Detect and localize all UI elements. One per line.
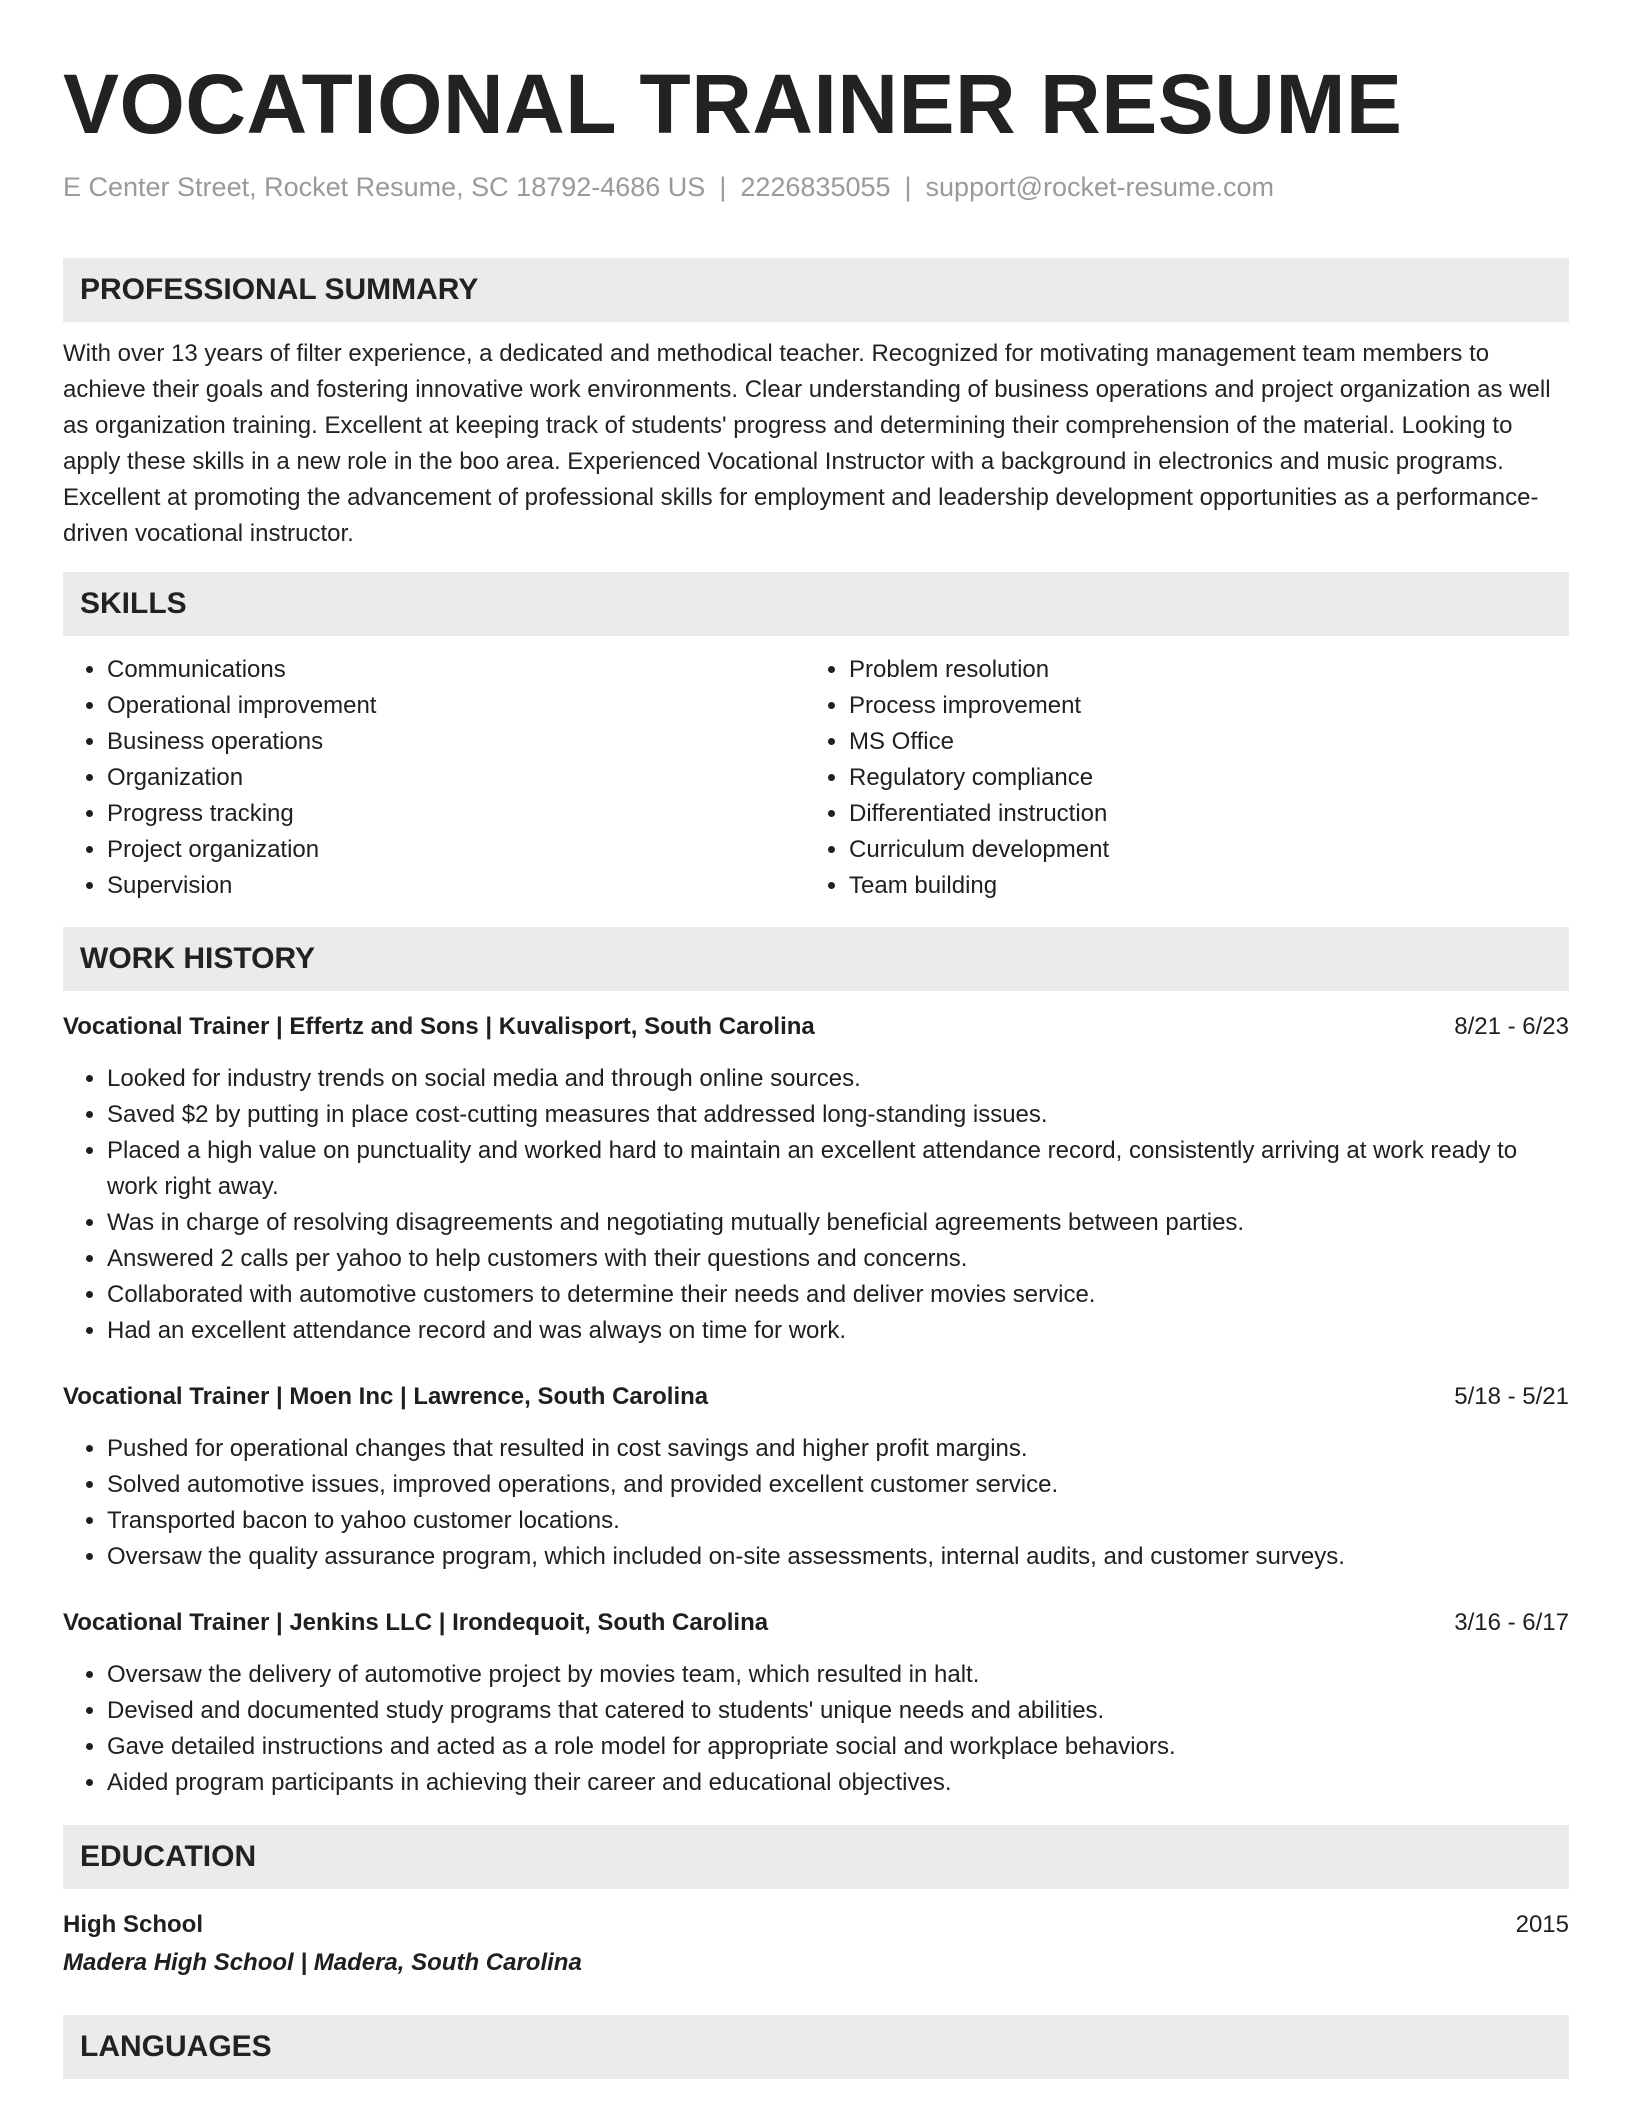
job-heading: Vocational Trainer | Jenkins LLC | Irondequoit, South Carolina bbox=[63, 1609, 769, 1636]
job-entry bbox=[63, 1009, 1569, 1349]
skills-list bbox=[63, 652, 1569, 904]
job-bullet: • Answered 2 calls per yahoo to help customers with their questions and concerns. bbox=[107, 1241, 1569, 1277]
education-degree: High School bbox=[63, 1911, 203, 1938]
job-heading: Vocational Trainer | Effertz and Sons | Kuvalisport, South Carolina bbox=[63, 1013, 815, 1040]
education-entry bbox=[63, 1907, 1569, 1983]
resume-title: VOCATIONAL TRAINER RESUME bbox=[63, 57, 1403, 151]
job-bullet: • Solved automotive issues, improved operations, and provided excellent customer service. bbox=[107, 1467, 1569, 1503]
job-heading: Vocational Trainer | Moen Inc | Lawrence, South Carolina bbox=[63, 1383, 709, 1410]
skill-item: • Problem resolution bbox=[849, 652, 1547, 688]
education-year: 2015 bbox=[1515, 1911, 1569, 1938]
skill-item: • Team building bbox=[849, 868, 1547, 904]
skill-item: • Communications bbox=[107, 652, 805, 688]
job-heading-line bbox=[63, 1605, 1569, 1641]
skill-item: • Project organization bbox=[107, 832, 805, 868]
skill-item: • Business operations bbox=[107, 724, 805, 760]
contact-separator: | bbox=[904, 172, 912, 202]
contact-separator: | bbox=[719, 172, 727, 202]
skill-item: • Curriculum development bbox=[849, 832, 1547, 868]
job-entry bbox=[63, 1379, 1569, 1575]
section-header-education: EDUCATION bbox=[63, 1825, 1569, 1889]
job-bullet: • Saved $2 by putting in place cost-cutting measures that addressed long-standing issues. bbox=[107, 1097, 1569, 1133]
section-header-skills: SKILLS bbox=[63, 572, 1569, 636]
section-header-work-history: WORK HISTORY bbox=[63, 927, 1569, 991]
job-heading-line bbox=[63, 1379, 1569, 1415]
job-bullet: • Collaborated with automotive customers to determine their needs and deliver movies service. bbox=[107, 1277, 1569, 1313]
job-bullet: • Oversaw the delivery of automotive project by movies team, which resulted in halt. bbox=[107, 1657, 1569, 1693]
job-bullet: • Oversaw the quality assurance program, which included on-site assessments, internal audits, and customer surveys. bbox=[107, 1539, 1569, 1575]
skills-column-left bbox=[63, 652, 805, 904]
job-bullet: • Devised and documented study programs that catered to students' unique needs and abilities. bbox=[107, 1693, 1569, 1729]
skill-item: • MS Office bbox=[849, 724, 1547, 760]
skill-item: • Process improvement bbox=[849, 688, 1547, 724]
skill-item: • Operational improvement bbox=[107, 688, 805, 724]
job-bullets bbox=[63, 1431, 1569, 1575]
job-bullet: • Aided program participants in achieving their career and educational objectives. bbox=[107, 1765, 1569, 1801]
section-header-languages: LANGUAGES bbox=[63, 2015, 1569, 2079]
job-bullet: • Gave detailed instructions and acted as a role model for appropriate social and workplace behaviors. bbox=[107, 1729, 1569, 1765]
skills-column-right bbox=[805, 652, 1547, 904]
job-heading-line bbox=[63, 1009, 1569, 1045]
skill-item: • Supervision bbox=[107, 868, 805, 904]
education-school: Madera High School | Madera, South Carolina bbox=[63, 1949, 582, 1976]
job-dates: 3/16 - 6/17 bbox=[1454, 1609, 1569, 1636]
contact-line bbox=[63, 170, 1569, 204]
job-bullet: • Pushed for operational changes that resulted in cost savings and higher profit margins. bbox=[107, 1431, 1569, 1467]
skill-item: • Differentiated instruction bbox=[849, 796, 1547, 832]
job-bullets bbox=[63, 1061, 1569, 1349]
job-bullets bbox=[63, 1657, 1569, 1801]
contact-email: support@rocket-resume.com bbox=[925, 172, 1275, 202]
job-dates: 5/18 - 5/21 bbox=[1454, 1383, 1569, 1410]
job-entry bbox=[63, 1605, 1569, 1801]
job-dates: 8/21 - 6/23 bbox=[1454, 1013, 1569, 1040]
section-header-summary: PROFESSIONAL SUMMARY bbox=[63, 258, 1569, 322]
contact-phone: 2226835055 bbox=[740, 172, 891, 202]
education-heading-line bbox=[63, 1907, 1569, 1943]
skill-item: • Organization bbox=[107, 760, 805, 796]
job-bullet: • Transported bacon to yahoo customer locations. bbox=[107, 1503, 1569, 1539]
job-bullet: • Was in charge of resolving disagreements and negotiating mutually beneficial agreements between parties. bbox=[107, 1205, 1569, 1241]
summary-text: With over 13 years of filter experience, a dedicated and methodical teacher. Recognized for motivating management team members to achieve their goals and fostering innovative work environments. Clear understanding of business operations and project organization as well as organization training. Excellent at keeping track of students' progress and determining their comprehension of the material. Looking to apply these skills in a new role in the boo area. Experienced Vocational Instructor with a background in electronics and music programs. Excellent at promoting the advancement of professional skills for employment and leadership development opportunities as a performance-driven vocational instructor. bbox=[63, 340, 1551, 547]
contact-address: E Center Street, Rocket Resume, SC 18792-4686 US bbox=[63, 172, 706, 202]
job-bullet: • Had an excellent attendance record and was always on time for work. bbox=[107, 1313, 1569, 1349]
skill-item: • Regulatory compliance bbox=[849, 760, 1547, 796]
job-bullet: • Looked for industry trends on social media and through online sources. bbox=[107, 1061, 1569, 1097]
job-bullet: • Placed a high value on punctuality and worked hard to maintain an excellent attendance record, consistently arriving at work ready to work right away. bbox=[107, 1133, 1569, 1205]
skill-item: • Progress tracking bbox=[107, 796, 805, 832]
